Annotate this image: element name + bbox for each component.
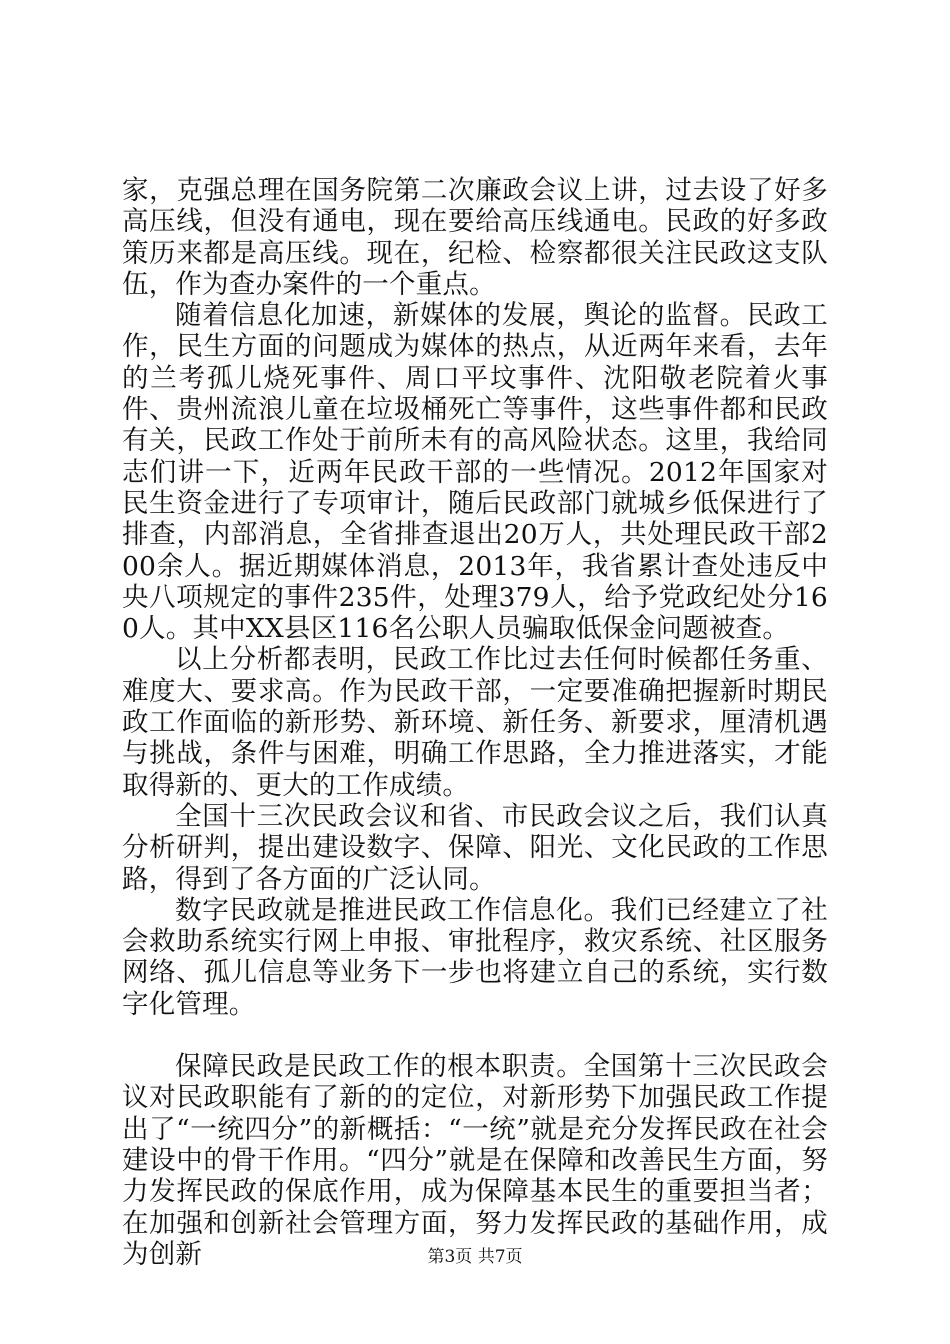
paragraph-digital-civil-affairs: 数字民政就是推进民政工作信息化。我们已经建立了社会救助系统实行网上申报、审批程序，救灾系统、社区服务网络、孤儿信息等业务下一步也将建立自己的系统，实行数字化管理。: [122, 894, 828, 1020]
paragraph-continuation: 家，克强总理在国务院第二次廉政会议上讲，过去设了好多高压线，但没有通电，现在要给高压线通电。民政的好多政策历来都是高压线。现在，纪检、检察都很关注民政这支队伍，作为查办案件的一个重点。: [122, 175, 828, 300]
body-text: [122, 175, 828, 1270]
paragraph-work-approach: 全国十三次民政会议和省、市民政会议之后，我们认真分析研判，提出建设数字、保障、阳光、文化民政的工作思路，得到了各方面的广泛认同。: [122, 800, 828, 895]
paragraph-security-civil-affairs: 保障民政是民政工作的根本职责。全国第十三次民政会议对民政职能有了新的的定位，对新形势下加强民政工作提出了“一统四分”的新概括：“一统”就是充分发挥民政在社会建设中的骨干作用。“四分”就是在保障和改善民生方面，努力发挥民政的保底作用，成为保障基本民生的重要担当者；在加强和创新社会管理方面，努力发挥民政的基础作用，成为创新: [122, 1051, 828, 1270]
page-number-footer: 第3页 共7页: [427, 1247, 523, 1267]
paragraph-media-supervision: 随着信息化加速，新媒体的发展，舆论的监督。民政工作，民生方面的问题成为媒体的热点，从近两年来看，去年的兰考孤儿烧死事件、周口平坟事件、沈阳敬老院着火事件、贵州流浪儿童在垃圾桶死亡等事件，这些事件都和民政有关，民政工作处于前所未有的高风险状态。这里，我给同志们讲一下，近两年民政干部的一些情况。2012年国家对民生资金进行了专项审计，随后民政部门就城乡低保进行了排查，内部消息，全省排查退出20万人，共处理民政干部200余人。据近期媒体消息，2013年，我省累计查处违反中央八项规定的事件235件，处理379人，给予党政纪处分160人。其中XX县区116名公职人员骗取低保金问题被查。: [122, 300, 828, 645]
paragraph-analysis-summary: 以上分析都表明，民政工作比过去任何时候都任务重、难度大、要求高。作为民政干部，一定要准确把握新时期民政工作面临的新形势、新环境、新任务、新要求，厘清机遇与挑战，条件与困难，明确工作思路，全力推进落实，才能取得新的、更大的工作成绩。: [122, 644, 828, 801]
paragraph-spacer: [122, 1020, 828, 1051]
